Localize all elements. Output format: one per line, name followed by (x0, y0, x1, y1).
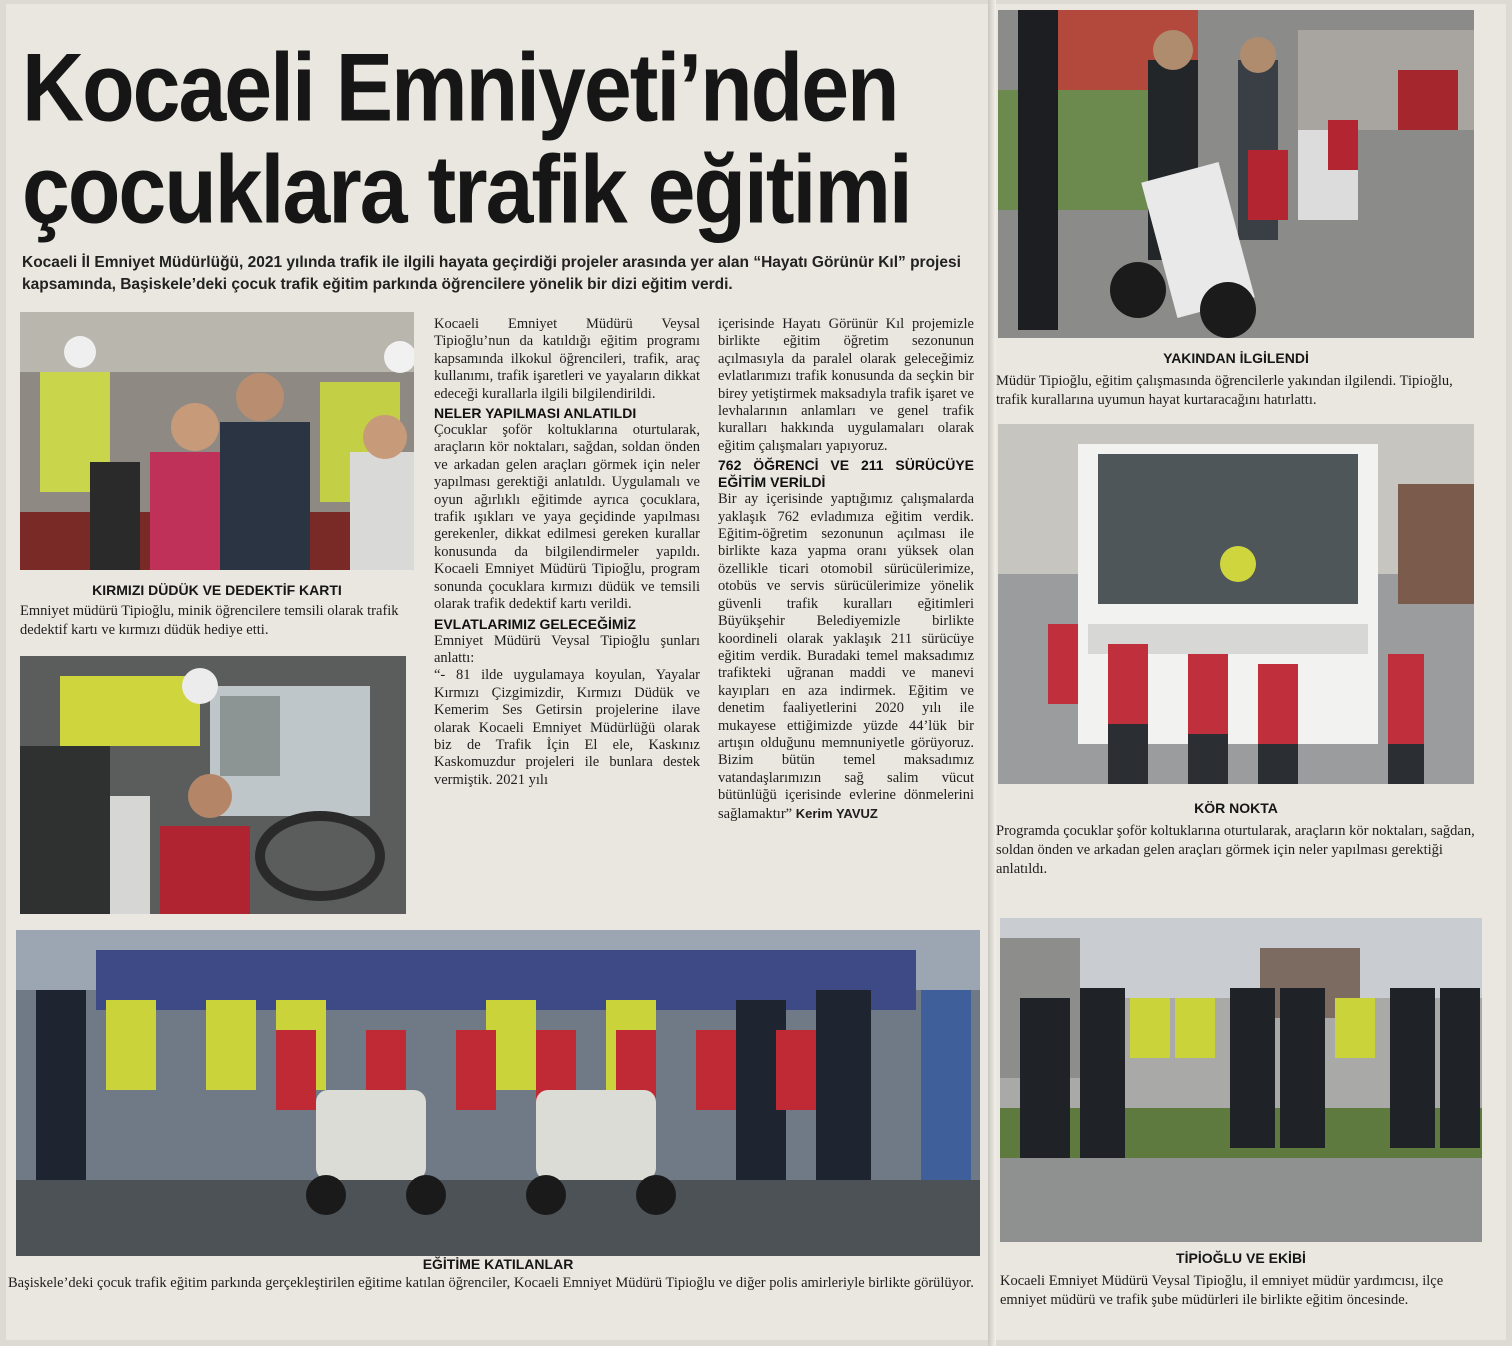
photo-team-title: TİPİOĞLU VE EKİBİ (1176, 1250, 1306, 1266)
subheading-762-ogrenci: 762 ÖĞRENCİ VE 211 SÜRÜCÜYE EĞİTİM VERİLDİ (718, 457, 974, 491)
col2-paragraph-2-text: Bir ay içerisinde yaptığımız çalışmalarda yaklaşık 762 evladımıza eğitim verdik. Eğitim-öğretim sezonunun açılması ile birlikte kaza yapma oranı yüksek olan özellikle ticari otomobil sürücülerimize, otobüs ve servis sürücülerimize yönelik güvenli trafik kuralları eğitimleri Büyükşehir Belediyemizle birlikte koordineli olarak yaklaşık 211 sürücüye eğitim verdik. Buradaki temel maksadımız trafikteki uğranan maddi ve manevi kayıpları en aza indirmek. Eğitim ve denetim faaliyetlerini 2020 yılı ile mukayese ettiğimizde yüzde 44’lük bir artışın olduğunu memnuniyetle görüyoruz. Bizim bütün temel maksadımız vatandaşlarımızın sağ salim vücut bütünlüğü içerisinde evlerine dönmelerini sağlamaktır” (718, 491, 974, 822)
lead-paragraph: Kocaeli İl Emniyet Müdürlüğü, 2021 yılında trafik ile ilgili hayata geçirdiği projeler arasında yer alan “Hayatı Görünür Kıl” projesi kapsamında, Başiskele’deki çocuk trafik eğitim parkında öğrencilere yönelik bir dizi eğitim verdi. (22, 254, 961, 293)
photo-team-caption: Kocaeli Emniyet Müdürü Veysal Tipioğlu, il emniyet müdür yardımcısı, ilçe emniyet müdürü ve trafik şube müdürleri ile birlikte eğitim öncesinde. (1000, 1273, 1444, 1308)
col1-paragraph-2: Çocuklar şoför koltuklarına oturtularak, araçların kör noktaları, sağdan, soldan önden ve arkadan gelen araçları görmek için neler yapılması gerektiği anlatıldı. Uygulamalı ve oyun ağırlıklı eğitimde ayrıca çocuklara, trafik ışıkları ve yaya geçidinde yapılması gerekenler, dikkat edilmesi gereken kurallar konusunda da bilgilendirmeler yapıldı. Kocaeli Emniyet Müdürü Tipioğlu, program sonunda çocuklara kırmızı düdük ve temsili olarak trafik dedektif kartı verildi. (434, 422, 700, 613)
photo-driver-seat (20, 656, 406, 914)
photo-go-karts-caption: Müdür Tipioğlu, eğitim çalışmasında öğrencilerle yakından ilgilendi. Tipioğlu, trafik kurallarına uyumun hayat kurtaracağını hatırlattı. (996, 373, 1453, 408)
photo-go-karts-title: YAKINDAN İLGİLENDİ (1163, 350, 1309, 366)
col2-paragraph-2 (718, 491, 974, 823)
photo-group-participants-title: EĞİTİME KATILANLAR (422, 1256, 574, 1272)
photo-bus-blind-spot (998, 424, 1474, 784)
col1-paragraph-4: “- 81 ilde uygulamaya koyulan, Yayalar Kırmızı Çizgimizdir, Kırmızı Düdük ve Kemerim Ses Getirsin projelerine ilave olarak Kocaeli Emniyet Müdürlüğü olarak biz de Trafik İçin El ele, Kaskınız Kaskomuzdur projeleri ile bunlara destek vermiştik. 2021 yılı (434, 667, 700, 788)
photo-team (1000, 918, 1482, 1242)
photo-go-karts (998, 10, 1474, 338)
article-column-1 (434, 316, 700, 789)
photo-group-participants-caption: Başiskele’deki çocuk trafik eğitim parkında gerçekleştirilen eğitime katılan öğrenciler, Kocaeli Emniyet Müdürü Tipioğlu ve diğer polis amirleriyle birlikte görülüyor. (8, 1275, 974, 1291)
col1-paragraph-3: Emniyet Müdürü Veysal Tipioğlu şunları anlattı: (434, 632, 700, 666)
photo-bus-blind-spot-title: KÖR NOKTA (1194, 800, 1278, 816)
photo-whistle-card-caption: Emniyet müdürü Tipioğlu, minik öğrencilere temsili olarak trafik dedektif kartı ve kırmızı düdük hediye etti. (20, 603, 399, 638)
photo-bus-blind-spot-caption: Programda çocuklar şoför koltuklarına oturtularak, araçların kör noktaları, sağdan, soldan önden ve arkadan gelen araçları görmek için neler yapılması gerektiği anlatıldı. (996, 823, 1475, 877)
byline: Kerim YAVUZ (795, 805, 878, 821)
photo-group-participants (16, 930, 980, 1256)
article-column-2 (718, 316, 974, 823)
photo-whistle-card-title: KIRMIZI DÜDÜK VE DEDEKTİF KARTI (92, 582, 342, 598)
subheading-evlatlarimiz: EVLATLARIMIZ GELECEĞİMİZ (434, 615, 636, 632)
subheading-neler-yapilmasi: NELER YAPILMASI ANLATILDI (434, 405, 637, 422)
col1-paragraph-1: Kocaeli Emniyet Müdürü Veysal Tipioğlu’nun da katıldığı eğitim programı kapsamında ilkokul öğrencileri, trafik, araç kullanımı, trafik işaretleri ve yayaların dikkat edeceği kurallarla ilgili bilgilendirildi. (434, 316, 700, 402)
headline-line-2: çocuklara trafik eğitimi (22, 136, 911, 244)
page-fold (988, 0, 996, 1346)
headline-line-1: Kocaeli Emniyeti’nden (22, 34, 898, 142)
photo-whistle-card (20, 312, 414, 570)
col2-paragraph-1: içerisinde Hayatı Görünür Kıl projemizle birlikte eğitim öğretim sezonunun açılmasıyla da paralel olarak geleceğimiz evlatlarımızı trafik konusunda da seçkin bir birey yetiştirmek maksadıyla trafik işaret ve levhalarının anlamları ve genel trafik kuralları hakkında uygulamaları olarak eğitim çalışmaları yapıyoruz. (718, 316, 974, 454)
